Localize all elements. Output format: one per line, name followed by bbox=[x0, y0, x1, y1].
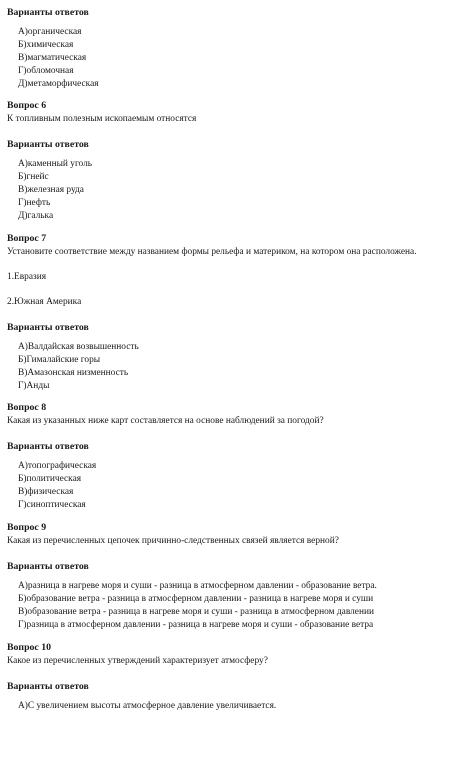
option-item: Д)галька bbox=[18, 211, 54, 222]
option-item: А)Валдайская возвышенность bbox=[18, 341, 139, 352]
match-item: 2.Южная Америка bbox=[7, 296, 82, 307]
answers-header: Варианты ответов bbox=[7, 139, 89, 151]
option-item: А)С увеличением высоты атмосферное давление увеличивается. bbox=[18, 700, 277, 711]
option-item: В)Амазонская низменность bbox=[18, 367, 129, 378]
options-list bbox=[7, 580, 449, 632]
question-8 bbox=[7, 401, 449, 512]
option-item: А)топографическая bbox=[18, 461, 97, 472]
question-title: Вопрос 10 bbox=[7, 641, 52, 653]
option-item: Г)нефть bbox=[18, 198, 51, 209]
option-item: В)образование ветра - разница в нагреве моря и суши - разница в атмосферном давлении bbox=[18, 606, 375, 617]
question-7 bbox=[7, 232, 449, 393]
option-item: Б)политическая bbox=[18, 474, 82, 485]
match-item: 1.Евразия bbox=[7, 271, 47, 282]
question-title: Вопрос 7 bbox=[7, 232, 47, 244]
options-list bbox=[7, 700, 449, 713]
question-9 bbox=[7, 521, 449, 632]
option-item: Б)химическая bbox=[18, 39, 74, 50]
options-list bbox=[7, 26, 449, 90]
option-item: Г)обломочная bbox=[18, 65, 74, 76]
option-item: Д)метаморфическая bbox=[18, 78, 99, 89]
question-text: Какая из указанных ниже карт составляется на основе наблюдений за погодой? bbox=[7, 416, 324, 427]
question-title: Вопрос 9 bbox=[7, 522, 47, 534]
options-list bbox=[7, 341, 449, 393]
option-item: Г)разница в атмосферном давлении - разница в нагреве моря и суши - образование ветра bbox=[18, 619, 374, 630]
question-text: К топливным полезным ископаемым относятся bbox=[7, 114, 197, 125]
option-item: Б)гнейс bbox=[18, 172, 49, 183]
question-title: Вопрос 8 bbox=[7, 402, 47, 414]
answers-header: Варианты ответов bbox=[7, 7, 89, 18]
question-text: Какое из перечисленных утверждений характеризует атмосферу? bbox=[7, 655, 268, 666]
option-item: Б)образование ветра - разница в атмосферном давлении - разница в нагреве моря и суши bbox=[18, 593, 374, 604]
question-10 bbox=[7, 641, 449, 713]
answers-header: Варианты ответов bbox=[7, 441, 89, 453]
option-item: А)органическая bbox=[18, 27, 82, 37]
option-item: А)разница в нагреве моря и суши - разница в атмосферном давлении - образование ветра. bbox=[18, 581, 377, 592]
option-item: А)каменный уголь bbox=[18, 159, 93, 170]
option-item: Г)синоптическая bbox=[18, 500, 86, 511]
option-item: Г)Анды bbox=[18, 380, 50, 391]
option-item: В)магматическая bbox=[18, 52, 87, 63]
answers-header: Варианты ответов bbox=[7, 680, 89, 692]
answers-header: Варианты ответов bbox=[7, 321, 89, 333]
options-list bbox=[7, 460, 449, 512]
option-item: Б)Гималайские горы bbox=[18, 354, 101, 365]
question-title: Вопрос 6 bbox=[7, 100, 47, 112]
option-item: В)железная руда bbox=[18, 185, 84, 196]
question-text: Какая из перечисленных цепочек причинно-следственных связей является верной? bbox=[7, 536, 339, 547]
answers-header: Варианты ответов bbox=[7, 561, 89, 573]
question-6 bbox=[7, 99, 449, 222]
answers-block-5 bbox=[7, 6, 449, 90]
question-text: Установите соответствие между названием формы рельефа и материком, на котором она расположена. bbox=[7, 246, 417, 257]
option-item: В)физическая bbox=[18, 487, 74, 498]
options-list bbox=[7, 158, 449, 222]
